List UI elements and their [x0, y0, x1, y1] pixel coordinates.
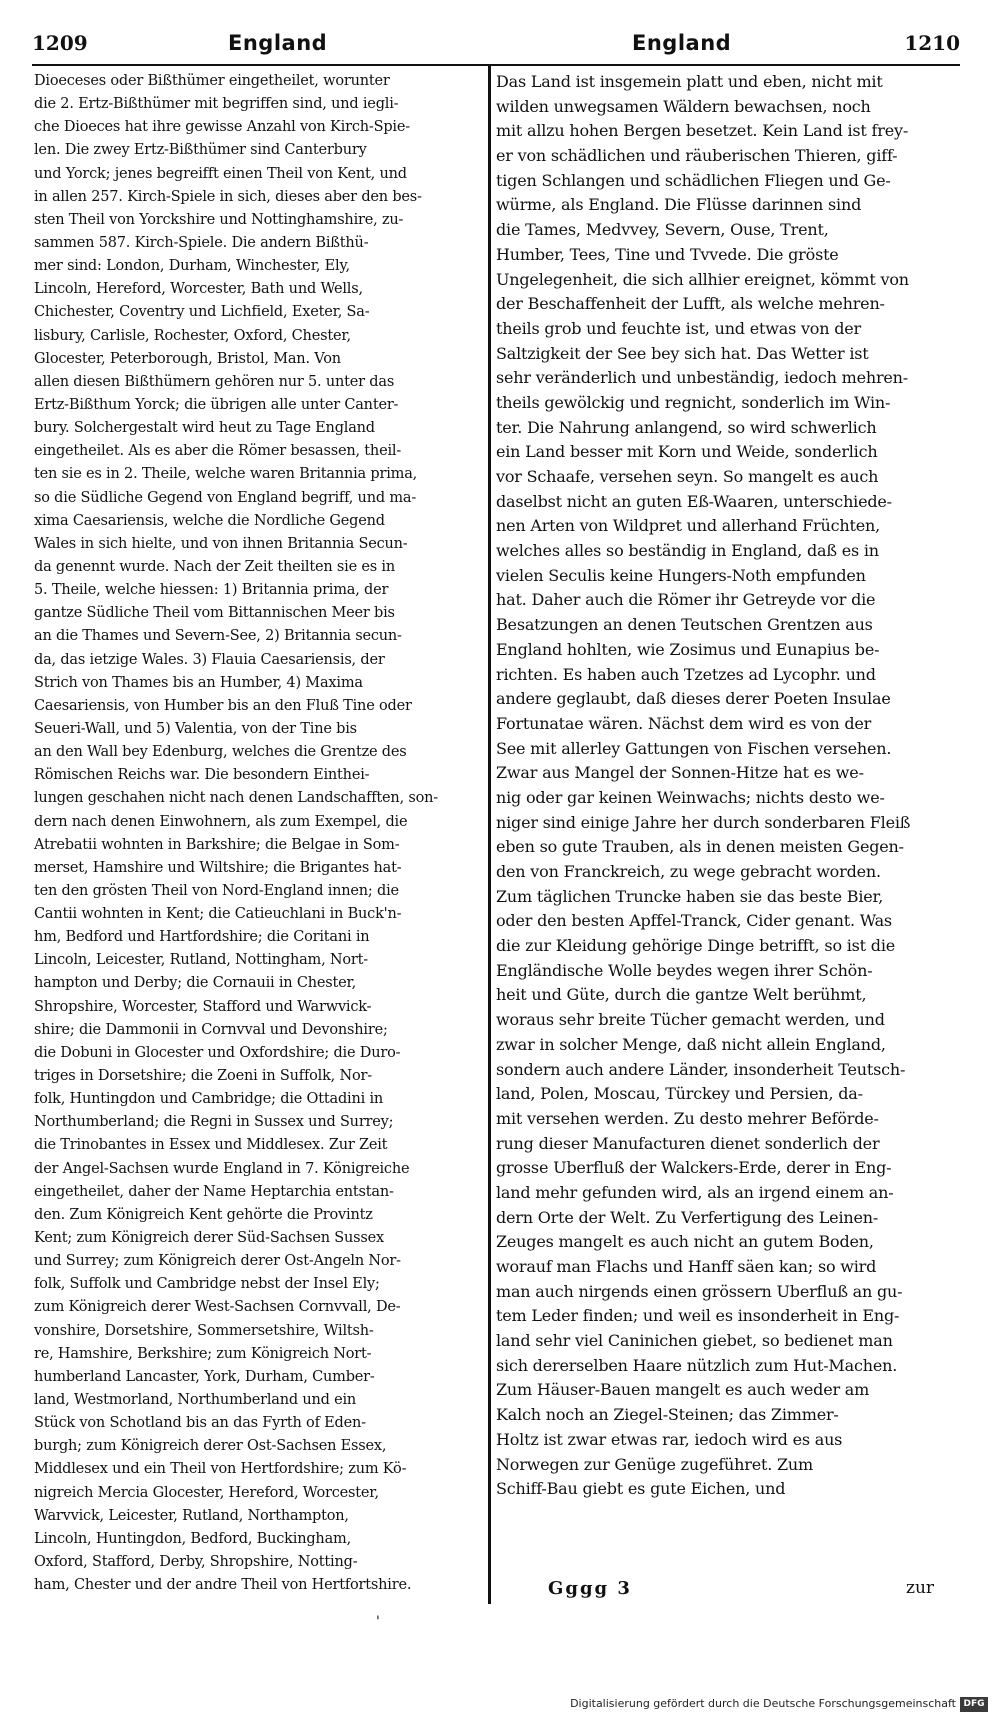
text-line: Lincoln, Leicester, Rutland, Nottingham, Nort- [34, 952, 368, 969]
text-line: Besatzungen an denen Teutschen Grentzen aus [496, 615, 873, 635]
stray-mark: ' [376, 1614, 380, 1630]
text-line: worauf man Flachs und Hanff säen kan; so wird [496, 1257, 877, 1276]
text-line: lungen geschahen nicht nach denen Landschafften, son- [34, 790, 439, 807]
text-line: xima Caesariensis, welche die Nordliche Gegend [34, 512, 385, 529]
text-line: See mit allerley Gattungen von Fischen versehen. [496, 738, 892, 758]
text-line: nig oder gar keinen Weinwachs; nichts desto we- [496, 787, 885, 807]
text-line: dern Orte der Welt. Zu Verfertigung des Leinen- [496, 1207, 879, 1227]
text-line: Glocester, Peterborough, Bristol, Man. Von [34, 350, 341, 367]
running-title-right: England [632, 31, 732, 55]
text-line: dern nach denen Einwohnern, als zum Exempel, die [34, 813, 408, 830]
column-divider [488, 66, 491, 1604]
text-line: man auch nirgends einen grössern Uberfluß an gu- [496, 1281, 903, 1301]
text-line: sten Theil von Yorckshire und Nottinghamshire, zu- [34, 211, 404, 228]
text-line: Engländische Wolle beydes wegen ihrer Schön- [496, 960, 873, 980]
text-line: Wales in sich hielte, und von ihnen Britannia Secun- [34, 535, 408, 552]
text-line: che Dioeces hat ihre gewisse Anzahl von Kirch-Spie- [34, 119, 410, 136]
text-line: Ertz-Bißthum Yorck; die übrigen alle unter Canter- [34, 396, 399, 413]
text-line: Humber, Tees, Tine und Tvvede. Die gröste [496, 244, 839, 264]
text-line: Lincoln, Huntingdon, Bedford, Buckingham, [34, 1530, 351, 1547]
text-line: shire; die Dammonii in Cornvval und Devonshire; [34, 1021, 388, 1038]
text-line: tigen Schlangen und schädlichen Fliegen und Ge- [496, 170, 891, 190]
text-line: und Surrey; zum Königreich derer Ost-Angeln Nor- [34, 1253, 401, 1270]
text-line: Lincoln, Hereford, Worcester, Bath und Wells, [34, 281, 363, 298]
text-line: Middlesex und ein Theil von Hertfordshire; zum Kö- [34, 1461, 407, 1478]
text-line: sondern auch andere Länder, insonderheit Teutsch- [496, 1059, 906, 1079]
text-line: Ungelegenheit, die sich allhier ereignet, kömmt von [496, 269, 909, 289]
text-line: sehr veränderlich und unbeständig, iedoch mehren- [496, 368, 908, 388]
text-line: Shropshire, Worcester, Stafford und Warwvick- [34, 998, 372, 1015]
text-line: die Dobuni in Glocester und Oxfordshire; die Duro- [34, 1044, 401, 1061]
page-number-right: 1210 [904, 31, 960, 55]
text-line: der Beschaffenheit der Lufft, als welche mehren- [496, 294, 885, 314]
text-line: ein Land besser mit Korn und Weide, sonderlich [496, 442, 878, 462]
text-line: len. Die zwey Ertz-Bißthümer sind Canterbury [34, 142, 367, 159]
text-line: ter. Die Nahrung anlangend, so wird schwerlich [496, 417, 877, 437]
text-line: an die Thames und Severn-See, 2) Britannia secun- [34, 628, 402, 645]
text-line: Chichester, Coventry und Lichfield, Exeter, Sa- [34, 304, 370, 321]
text-line: welches alles so beständig in England, daß es in [496, 541, 879, 561]
text-line: hm, Bedford und Hartfordshire; die Coritani in [34, 929, 370, 946]
text-line: Holtz ist zwar etwas rar, iedoch wird es aus [496, 1429, 843, 1449]
text-line: mer sind: London, Durham, Winchester, Ely, [34, 258, 350, 275]
text-line: gantze Südliche Theil vom Bittannischen Meer bis [34, 605, 395, 622]
text-line: tem Leder finden; und weil es insonderheit in Eng- [496, 1306, 900, 1326]
text-line: folk, Huntingdon und Cambridge; die Ottadini in [34, 1091, 384, 1108]
text-line: nen Arten von Wildpret und allerhand Früchten, [496, 516, 880, 536]
text-line: Saltzigkeit der See bey sich hat. Das Wetter ist [496, 343, 869, 363]
text-line: England hohlten, wie Zosimus und Eunapius be- [496, 639, 880, 659]
text-line: zum Königreich derer West-Sachsen Cornvvall, De- [34, 1299, 401, 1316]
text-line: merset, Hamshire und Wiltshire; die Brigantes hat- [34, 859, 402, 876]
text-line: die Tames, Medvvey, Severn, Ouse, Trent, [496, 220, 829, 240]
text-line: eingetheilet, daher der Name Heptarchia entstan- [34, 1183, 394, 1200]
page-header [32, 30, 960, 66]
text-line: land sehr viel Caninichen giebet, so bedienet man [496, 1331, 893, 1351]
text-line: folk, Suffolk und Cambridge nebst der Insel Ely; [34, 1276, 380, 1293]
text-line: Strich von Thames bis an Humber, 4) Maxima [34, 674, 363, 691]
text-line: humberland Lancaster, York, Durham, Cumber- [34, 1368, 375, 1385]
text-line: Cantii wohnten in Kent; die Catieuchlani in Buck'n- [34, 906, 402, 923]
left-column [34, 70, 482, 1600]
right-column [496, 70, 942, 1580]
text-line: würme, als England. Die Flüsse darinnen sind [496, 195, 862, 215]
text-line: ten den grösten Theil von Nord-England innen; die [34, 882, 399, 899]
text-line: land, Polen, Moscau, Türckey und Persien, da- [496, 1084, 863, 1104]
text-line: den. Zum Königreich Kent gehörte die Provintz [34, 1206, 373, 1223]
text-line: niger sind einige Jahre her durch sonderbaren Fleiß [496, 812, 911, 832]
text-line: Kalch noch an Ziegel-Steinen; das Zimmer- [496, 1405, 839, 1425]
text-line: Zum täglichen Truncke haben sie das beste Bier, [496, 886, 884, 906]
text-line: Caesariensis, von Humber bis an den Fluß Tine oder [34, 697, 412, 714]
text-line: ten sie es in 2. Theile, welche waren Britannia prima, [34, 466, 418, 483]
text-line: vor Schaafe, versehen seyn. So mangelt es auch [496, 467, 879, 486]
text-line: land mehr gefunden wird, als an irgend einem an- [496, 1182, 894, 1202]
text-line: die 2. Ertz-Bißthümer mit begriffen sind, und iegli- [34, 96, 399, 113]
header-rule [32, 64, 960, 66]
text-line: sich dererselben Haare nützlich zum Hut-Machen. [496, 1355, 898, 1375]
text-line: heit und Güte, durch die gantze Welt berühmt, [496, 985, 867, 1005]
text-line: an den Wall bey Edenburg, welches die Grentze des [34, 744, 407, 761]
text-line: bury. Solchergestalt wird heut zu Tage England [34, 420, 375, 437]
text-line: eingetheilet. Als es aber die Römer besassen, theil- [34, 443, 402, 460]
text-line: so die Südliche Gegend von England begriff, und ma- [34, 489, 417, 506]
text-line: Kent; zum Königreich derer Süd-Sachsen Sussex [34, 1230, 384, 1247]
text-line: mit allzu hohen Bergen besetzet. Kein Land ist frey- [496, 121, 909, 141]
text-line: eben so gute Trauben, als in denen meisten Gegen- [496, 837, 904, 857]
text-line: 5. Theile, welche hiessen: 1) Britannia prima, der [34, 582, 389, 599]
text-line: sammen 587. Kirch-Spiele. Die andern Bißthü- [34, 234, 369, 251]
text-line: woraus sehr breite Tücher gemacht werden, und [496, 1010, 885, 1030]
text-line: die Trinobantes in Essex und Middlesex. Zur Zeit [34, 1137, 388, 1154]
text-line: burgh; zum Königreich derer Ost-Sachsen Essex, [34, 1438, 387, 1455]
text-line: Dioeceses oder Bißthümer eingetheilet, worunter [34, 73, 390, 89]
dfg-logo: DFG [960, 1697, 988, 1712]
text-line: den von Franckreich, zu wege gebracht worden. [496, 862, 881, 881]
text-line: wilden unwegsamen Wäldern bewachsen, noch [496, 96, 871, 116]
text-line: hampton und Derby; die Cornauii in Chester, [34, 975, 357, 992]
text-line: der Angel-Sachsen wurde England in 7. Königreiche [34, 1160, 410, 1177]
text-line: triges in Dorsetshire; die Zoeni in Suffolk, Nor- [34, 1068, 372, 1085]
text-line: theils grob und feuchte ist, und etwas von der [496, 318, 861, 338]
page-number-left: 1209 [32, 31, 88, 55]
text-line: Oxford, Stafford, Derby, Shropshire, Notting- [34, 1554, 358, 1570]
text-line: andere geglaubt, daß dieses derer Poeten Insulae [496, 689, 891, 709]
text-line: hat. Daher auch die Römer ihr Getreyde vor die [496, 590, 876, 610]
running-title-left: England [228, 31, 328, 55]
text-line: ham, Chester und der andre Theil von Hertfortshire. [34, 1577, 412, 1594]
text-line: die zur Kleidung gehörige Dinge betrifft, so ist die [496, 936, 896, 956]
text-line: lisbury, Carlisle, Rochester, Oxford, Chester, [34, 327, 351, 344]
text-line: Zeuges mangelt es auch nicht an gutem Boden, [496, 1232, 874, 1252]
text-line: re, Hamshire, Berkshire; zum Königreich Nort- [34, 1345, 372, 1362]
signature-mark: Gggg 3 [548, 1578, 632, 1599]
text-line: Fortunatae wären. Nächst dem wird es von der [496, 713, 872, 733]
text-line: Stück von Schotland bis an das Fyrth of Eden- [34, 1415, 366, 1432]
text-line: er von schädlichen und räuberischen Thieren, giff- [496, 146, 898, 166]
text-line: Atrebatii wohnten in Barkshire; die Belgae in Som- [34, 836, 400, 853]
text-line: vielen Seculis keine Hungers-Noth empfunden [496, 565, 866, 585]
text-line: allen diesen Bißthümern gehören nur 5. unter das [34, 373, 395, 390]
text-line: Das Land ist insgemein platt und eben, nicht mit [496, 72, 883, 91]
text-line: Seueri-Wall, und 5) Valentia, von der Tine bis [34, 720, 357, 737]
text-line: oder den besten Apffel-Tranck, Cider genant. Was [496, 911, 892, 931]
text-line: land, Westmorland, Northumberland und ein [34, 1392, 357, 1409]
text-line: richten. Es haben auch Tzetzes ad Lycophr. und [496, 664, 876, 684]
text-line: Zwar aus Mangel der Sonnen-Hitze hat es we- [496, 763, 864, 783]
text-line: mit versehen werden. Zu desto mehrer Beförde- [496, 1108, 879, 1128]
text-line: grosse Uberfluß der Walckers-Erde, derer in Eng- [496, 1158, 892, 1178]
text-line: in allen 257. Kirch-Spiele in sich, dieses aber den bes- [34, 188, 422, 205]
text-line: Schiff-Bau giebt es gute Eichen, und [496, 1479, 786, 1499]
text-line: theils gewölckig und regnicht, sonderlich im Win- [496, 392, 891, 412]
text-line: Zum Häuser-Bauen mangelt es auch weder am [496, 1380, 870, 1400]
text-line: und Yorck; jenes begreifft einen Theil von Kent, und [34, 165, 407, 182]
text-line: Römischen Reichs war. Die besondern Einthei- [34, 767, 370, 784]
text-line: Warvvick, Leicester, Rutland, Northampton, [34, 1507, 349, 1524]
text-line: da, das ietzige Wales. 3) Flauia Caesariensis, der [34, 651, 385, 668]
digitization-footer [560, 1696, 990, 1714]
text-line: rung dieser Manufacturen dienet sonderlich der [496, 1133, 880, 1153]
text-line: da genennt wurde. Nach der Zeit theilten sie es in [34, 558, 395, 575]
text-line: daselbst nicht an guten Eß-Waaren, unterschiede- [496, 491, 892, 511]
catchword: zur [906, 1578, 935, 1598]
footer-credit: Digitalisierung gefördert durch die Deutsche Forschungsgemeinschaft [570, 1697, 956, 1710]
text-line: Northumberland; die Regni in Sussex und Surrey; [34, 1114, 394, 1131]
text-line: vonshire, Dorsetshire, Sommersetshire, Wiltsh- [34, 1322, 374, 1339]
text-line: nigreich Mercia Glocester, Hereford, Worcester, [34, 1484, 379, 1501]
text-line: Norwegen zur Genüge zugeführet. Zum [496, 1454, 813, 1474]
text-line: zwar in solcher Menge, daß nicht allein England, [496, 1034, 886, 1054]
